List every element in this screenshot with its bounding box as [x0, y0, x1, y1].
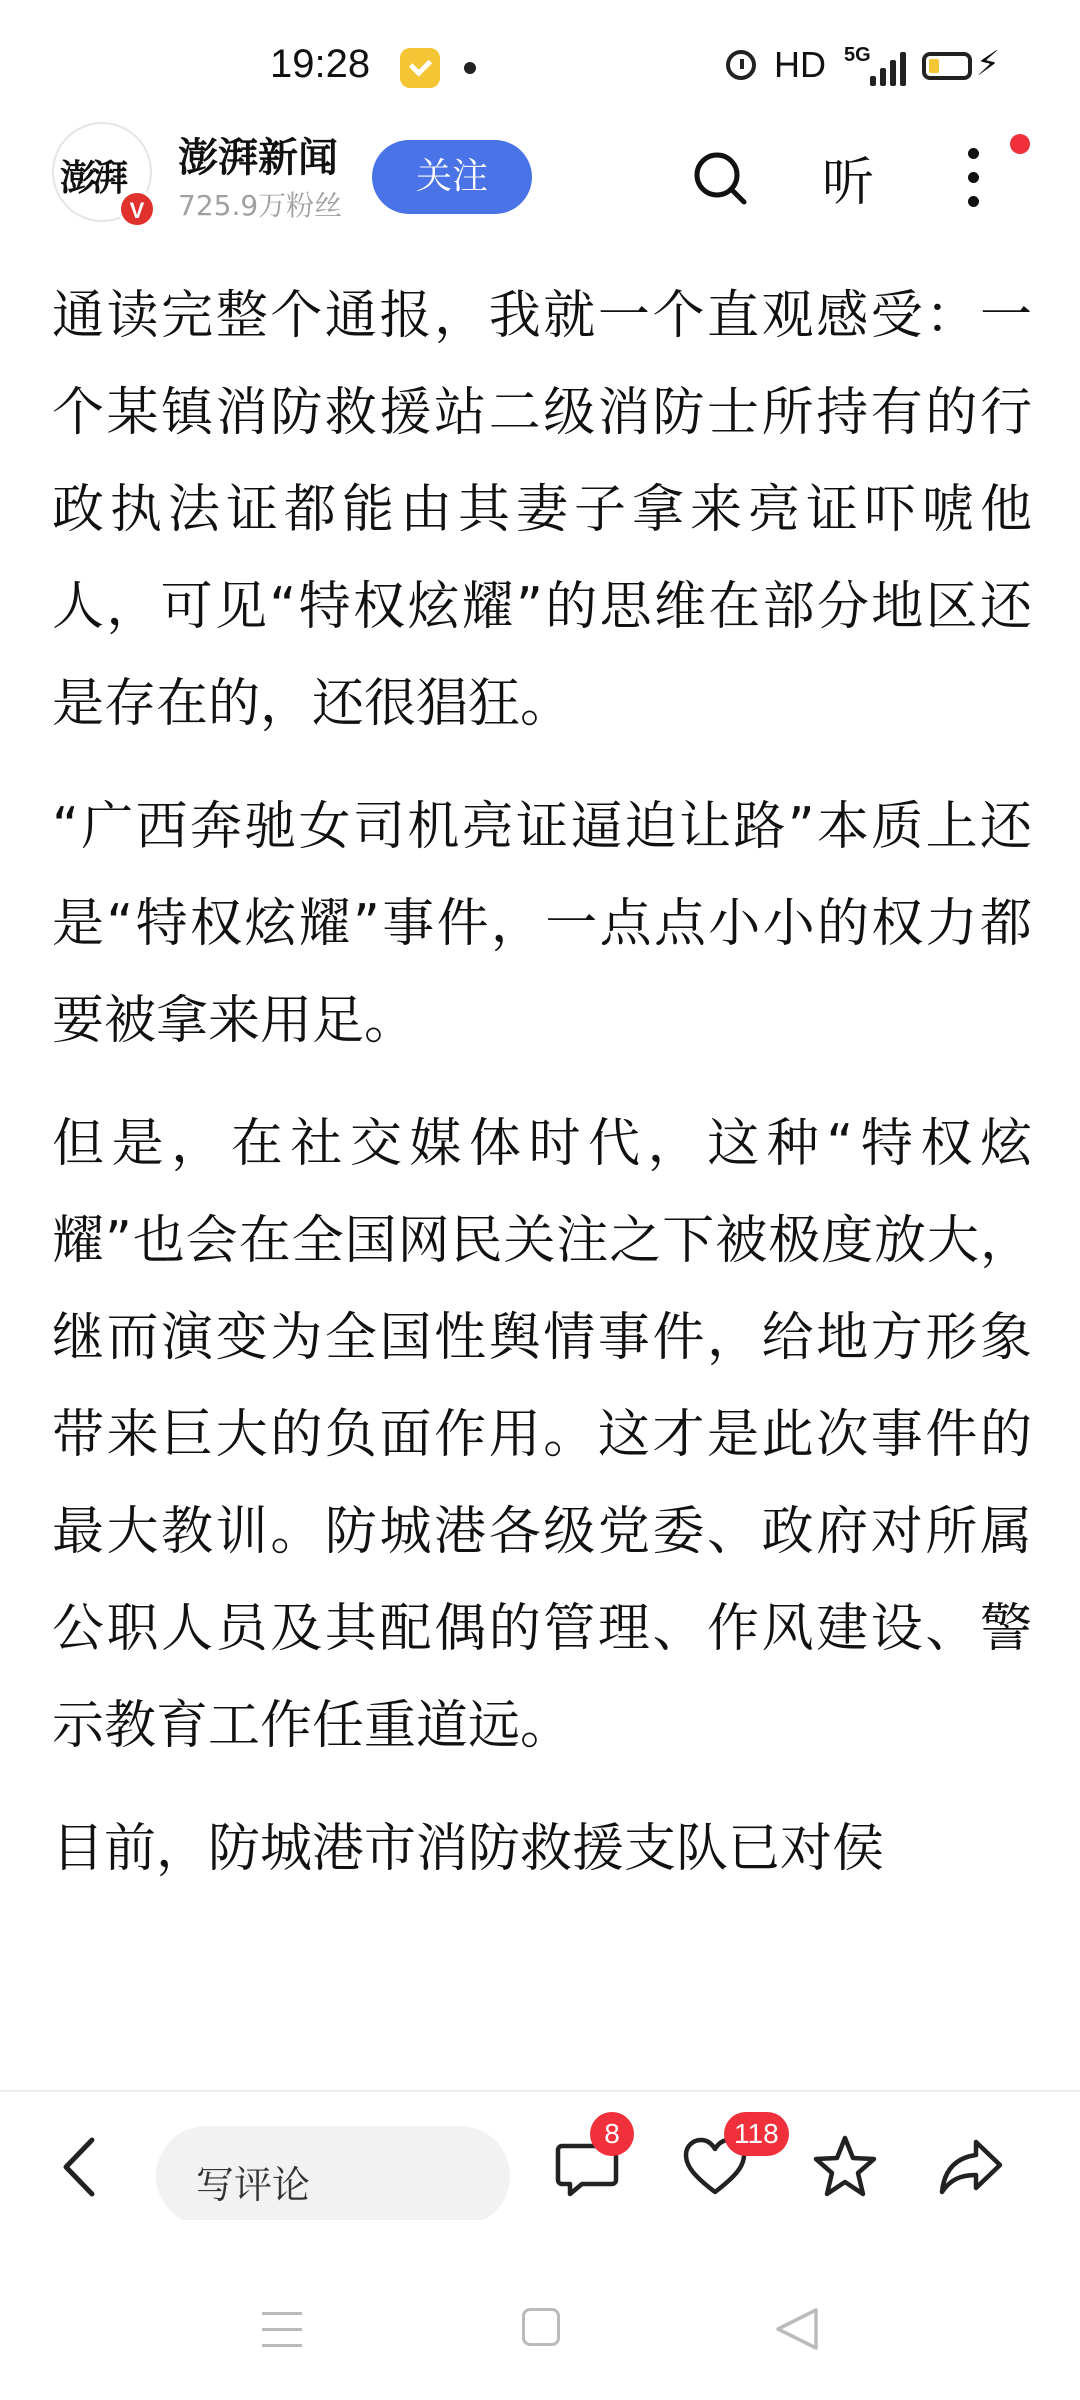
comments-button[interactable]	[552, 2118, 622, 2202]
verified-badge-icon: V	[118, 190, 156, 228]
more-options-icon[interactable]	[968, 148, 980, 208]
article-body	[52, 268, 1032, 2090]
alarm-icon	[726, 50, 756, 80]
article-paragraph: 目前，防城港市消防救援支队已对侯	[52, 1819, 885, 1879]
back-arrow-icon[interactable]	[56, 2132, 106, 2202]
wechat-icon	[400, 48, 440, 88]
network-type-label: 5G	[844, 44, 871, 66]
favorite-button[interactable]	[810, 2132, 880, 2202]
search-icon[interactable]	[690, 148, 750, 208]
system-nav-bar	[0, 2220, 1080, 2400]
star-icon	[810, 2132, 880, 2202]
share-button[interactable]	[936, 2132, 1006, 2202]
battery-icon	[922, 52, 972, 80]
recent-apps-icon[interactable]	[262, 2312, 302, 2348]
dot-icon	[464, 62, 476, 74]
status-time: 19:28	[270, 42, 371, 86]
article-paragraph: “广西奔驰女司机亮证逼迫让路”本质上还是“特权炫耀”事件，一点点小小的权力都要被拿来用足。	[52, 797, 1032, 1051]
home-icon[interactable]	[522, 2308, 560, 2346]
fans-count: 725.9万粉丝	[178, 189, 343, 222]
logo-text: 澎湃	[60, 157, 125, 199]
status-bar	[0, 0, 1080, 130]
article-paragraph: 但是，在社交媒体时代，这种“特权炫耀”也会在全国网民关注之下被极度放大，继而演变为全国性舆情事件，给地方形象带来巨大的负面作用。这才是此次事件的最大教训。防城港各级党委、政府对所属公职人员及其配偶的管理、作风建设、警示教育工作任重道远。	[52, 1114, 1032, 1756]
publisher-name[interactable]: 澎湃新闻	[178, 135, 338, 181]
like-count-badge: 118	[724, 2112, 789, 2156]
comment-placeholder: 写评论	[196, 2163, 311, 2207]
signal-icon	[870, 52, 910, 86]
nav-back-icon[interactable]	[772, 2306, 822, 2352]
comment-input[interactable]	[156, 2126, 510, 2226]
notification-dot	[1010, 134, 1030, 154]
network-hd-label: HD	[774, 44, 826, 85]
bottom-action-bar	[0, 2090, 1080, 2222]
article-header	[0, 120, 1080, 240]
like-button[interactable]	[680, 2118, 779, 2202]
comment-count-badge: 8	[590, 2112, 634, 2156]
charging-icon: ⚡	[976, 44, 1000, 84]
listen-button[interactable]: 听	[822, 153, 875, 213]
follow-button[interactable]: 关注	[372, 140, 532, 214]
article-paragraph: 通读完整个通报，我就一个直观感受：一个某镇消防救援站二级消防士所持有的行政执法证都能由其妻子拿来亮证吓唬他人，可见“特权炫耀”的思维在部分地区还是存在的，还很猖狂。	[52, 286, 1032, 734]
share-arrow-icon	[936, 2132, 1006, 2202]
